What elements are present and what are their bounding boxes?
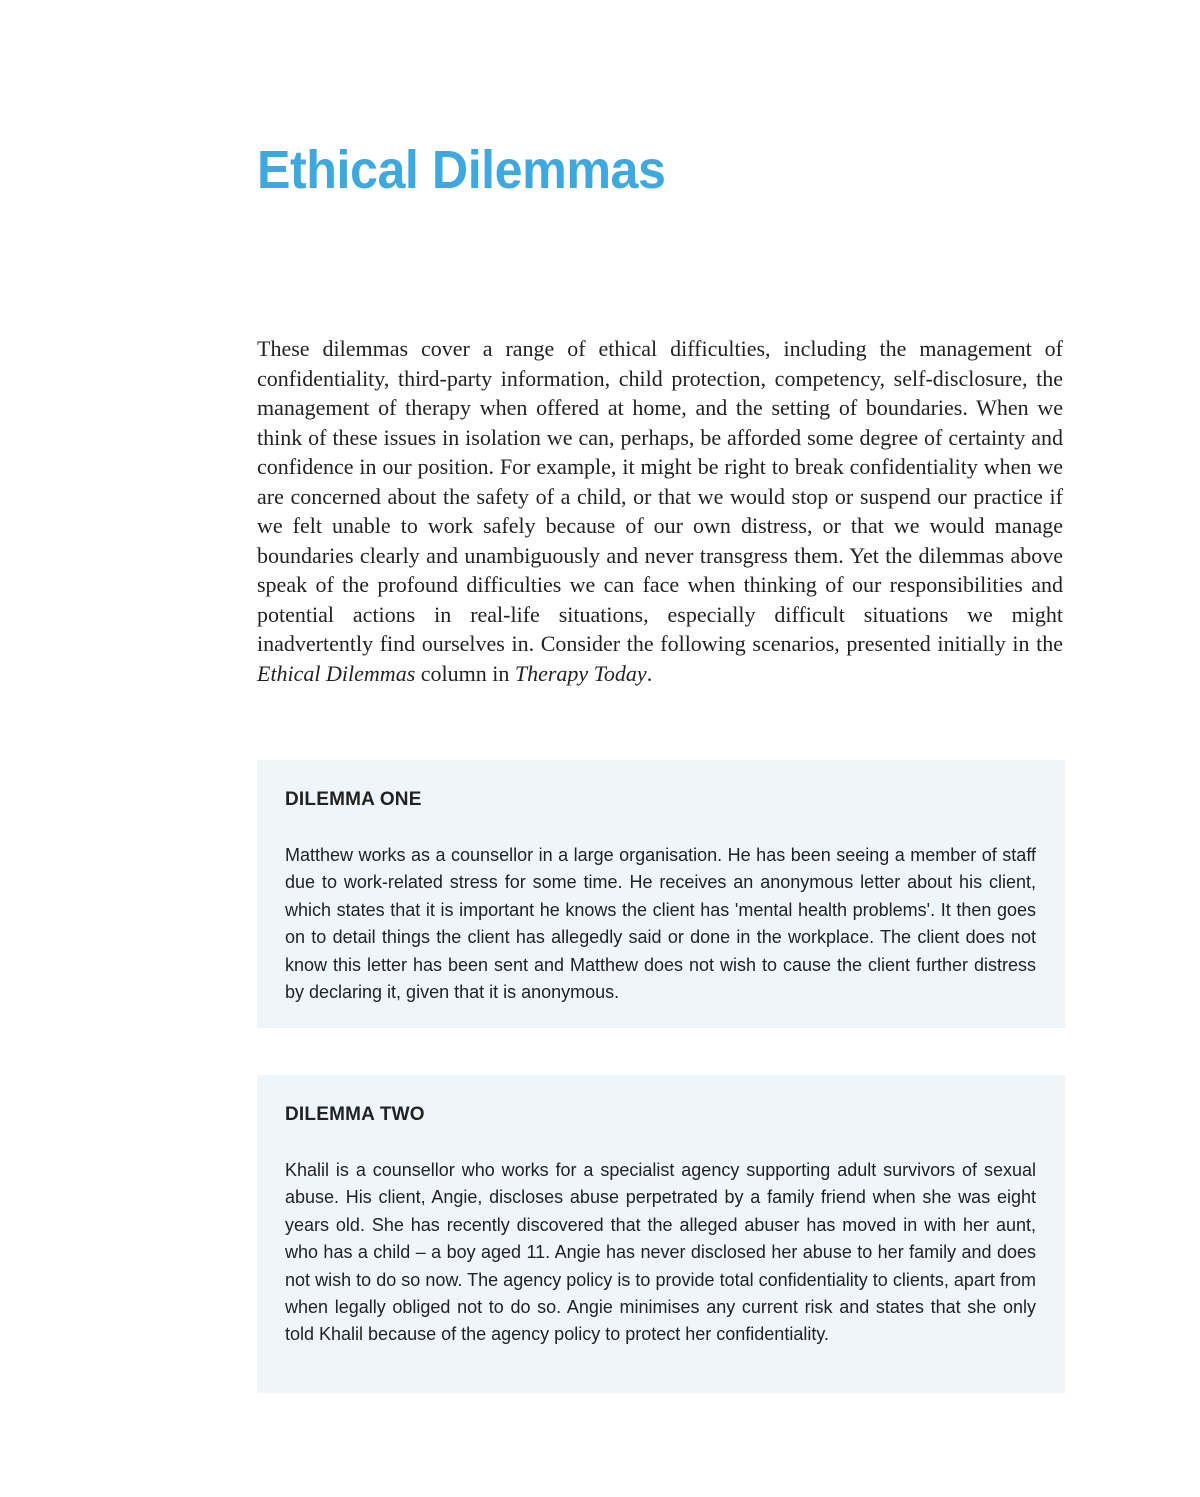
dilemma-two-heading: DILEMMA TWO: [285, 1104, 425, 1125]
intro-column-name: Ethical Dilemmas: [257, 660, 416, 686]
intro-publication-name: Therapy Today: [514, 660, 647, 686]
intro-text-part2: column in: [415, 660, 515, 686]
dilemma-two-box: [257, 1075, 1065, 1393]
dilemma-one-heading: DILEMMA ONE: [285, 789, 422, 810]
page-title: Ethical Dilemmas: [257, 140, 666, 200]
intro-text-part3: .: [646, 660, 653, 686]
intro-paragraph: [257, 334, 1063, 688]
intro-text-part1: These dilemmas cover a range of ethical difficulties, including the management of confidentiality, third-party information, child protection, competency, self-disclosure, the management of therapy when offered at home, and the setting of boundaries. When we think of these issues in isolation we can, perhaps, be afforded some degree of certainty and confidence in our position. For example, it might be right to break confidentiality when we are concerned about the safety of a child, or that we would stop or suspend our practice if we felt unable to work safely because of our own distress, or that we would manage boundaries clearly and unambiguously and never transgress them. Yet the dilemmas above speak of the profound difficulties we can face when thinking of our responsibilities and potential actions in real-life situations, especially difficult situations we might inadvertently find ourselves in. Consider the following scenarios, presented initially in the: [257, 336, 1063, 656]
dilemma-one-box: [257, 760, 1065, 1028]
dilemma-one-text: Matthew works as a counsellor in a large organisation. He has been seeing a member of staff due to work-related stress for some time. He receives an anonymous letter about his client, which states that it is important he knows the client has 'mental health problems'. It then goes on to detail things the client has allegedly said or done in the workplace. The client does not know this letter has been sent and Matthew does not wish to cause the client further distress by declaring it, given that it is anonymous.: [285, 845, 1036, 1003]
dilemma-two-text: Khalil is a counsellor who works for a specialist agency supporting adult survivors of sexual abuse. His client, Angie, discloses abuse perpetrated by a family friend when she was eight years old. She has recently discovered that the alleged abuser has moved in with her aunt, who has a child – a boy aged 11. Angie has never disclosed her abuse to her family and does not wish to do so now. The agency policy is to provide total confidentiality to clients, apart from when legally obliged not to do so. Angie minimises any current risk and states that she only told Khalil because of the agency policy to protect her confidentiality.: [285, 1160, 1036, 1345]
